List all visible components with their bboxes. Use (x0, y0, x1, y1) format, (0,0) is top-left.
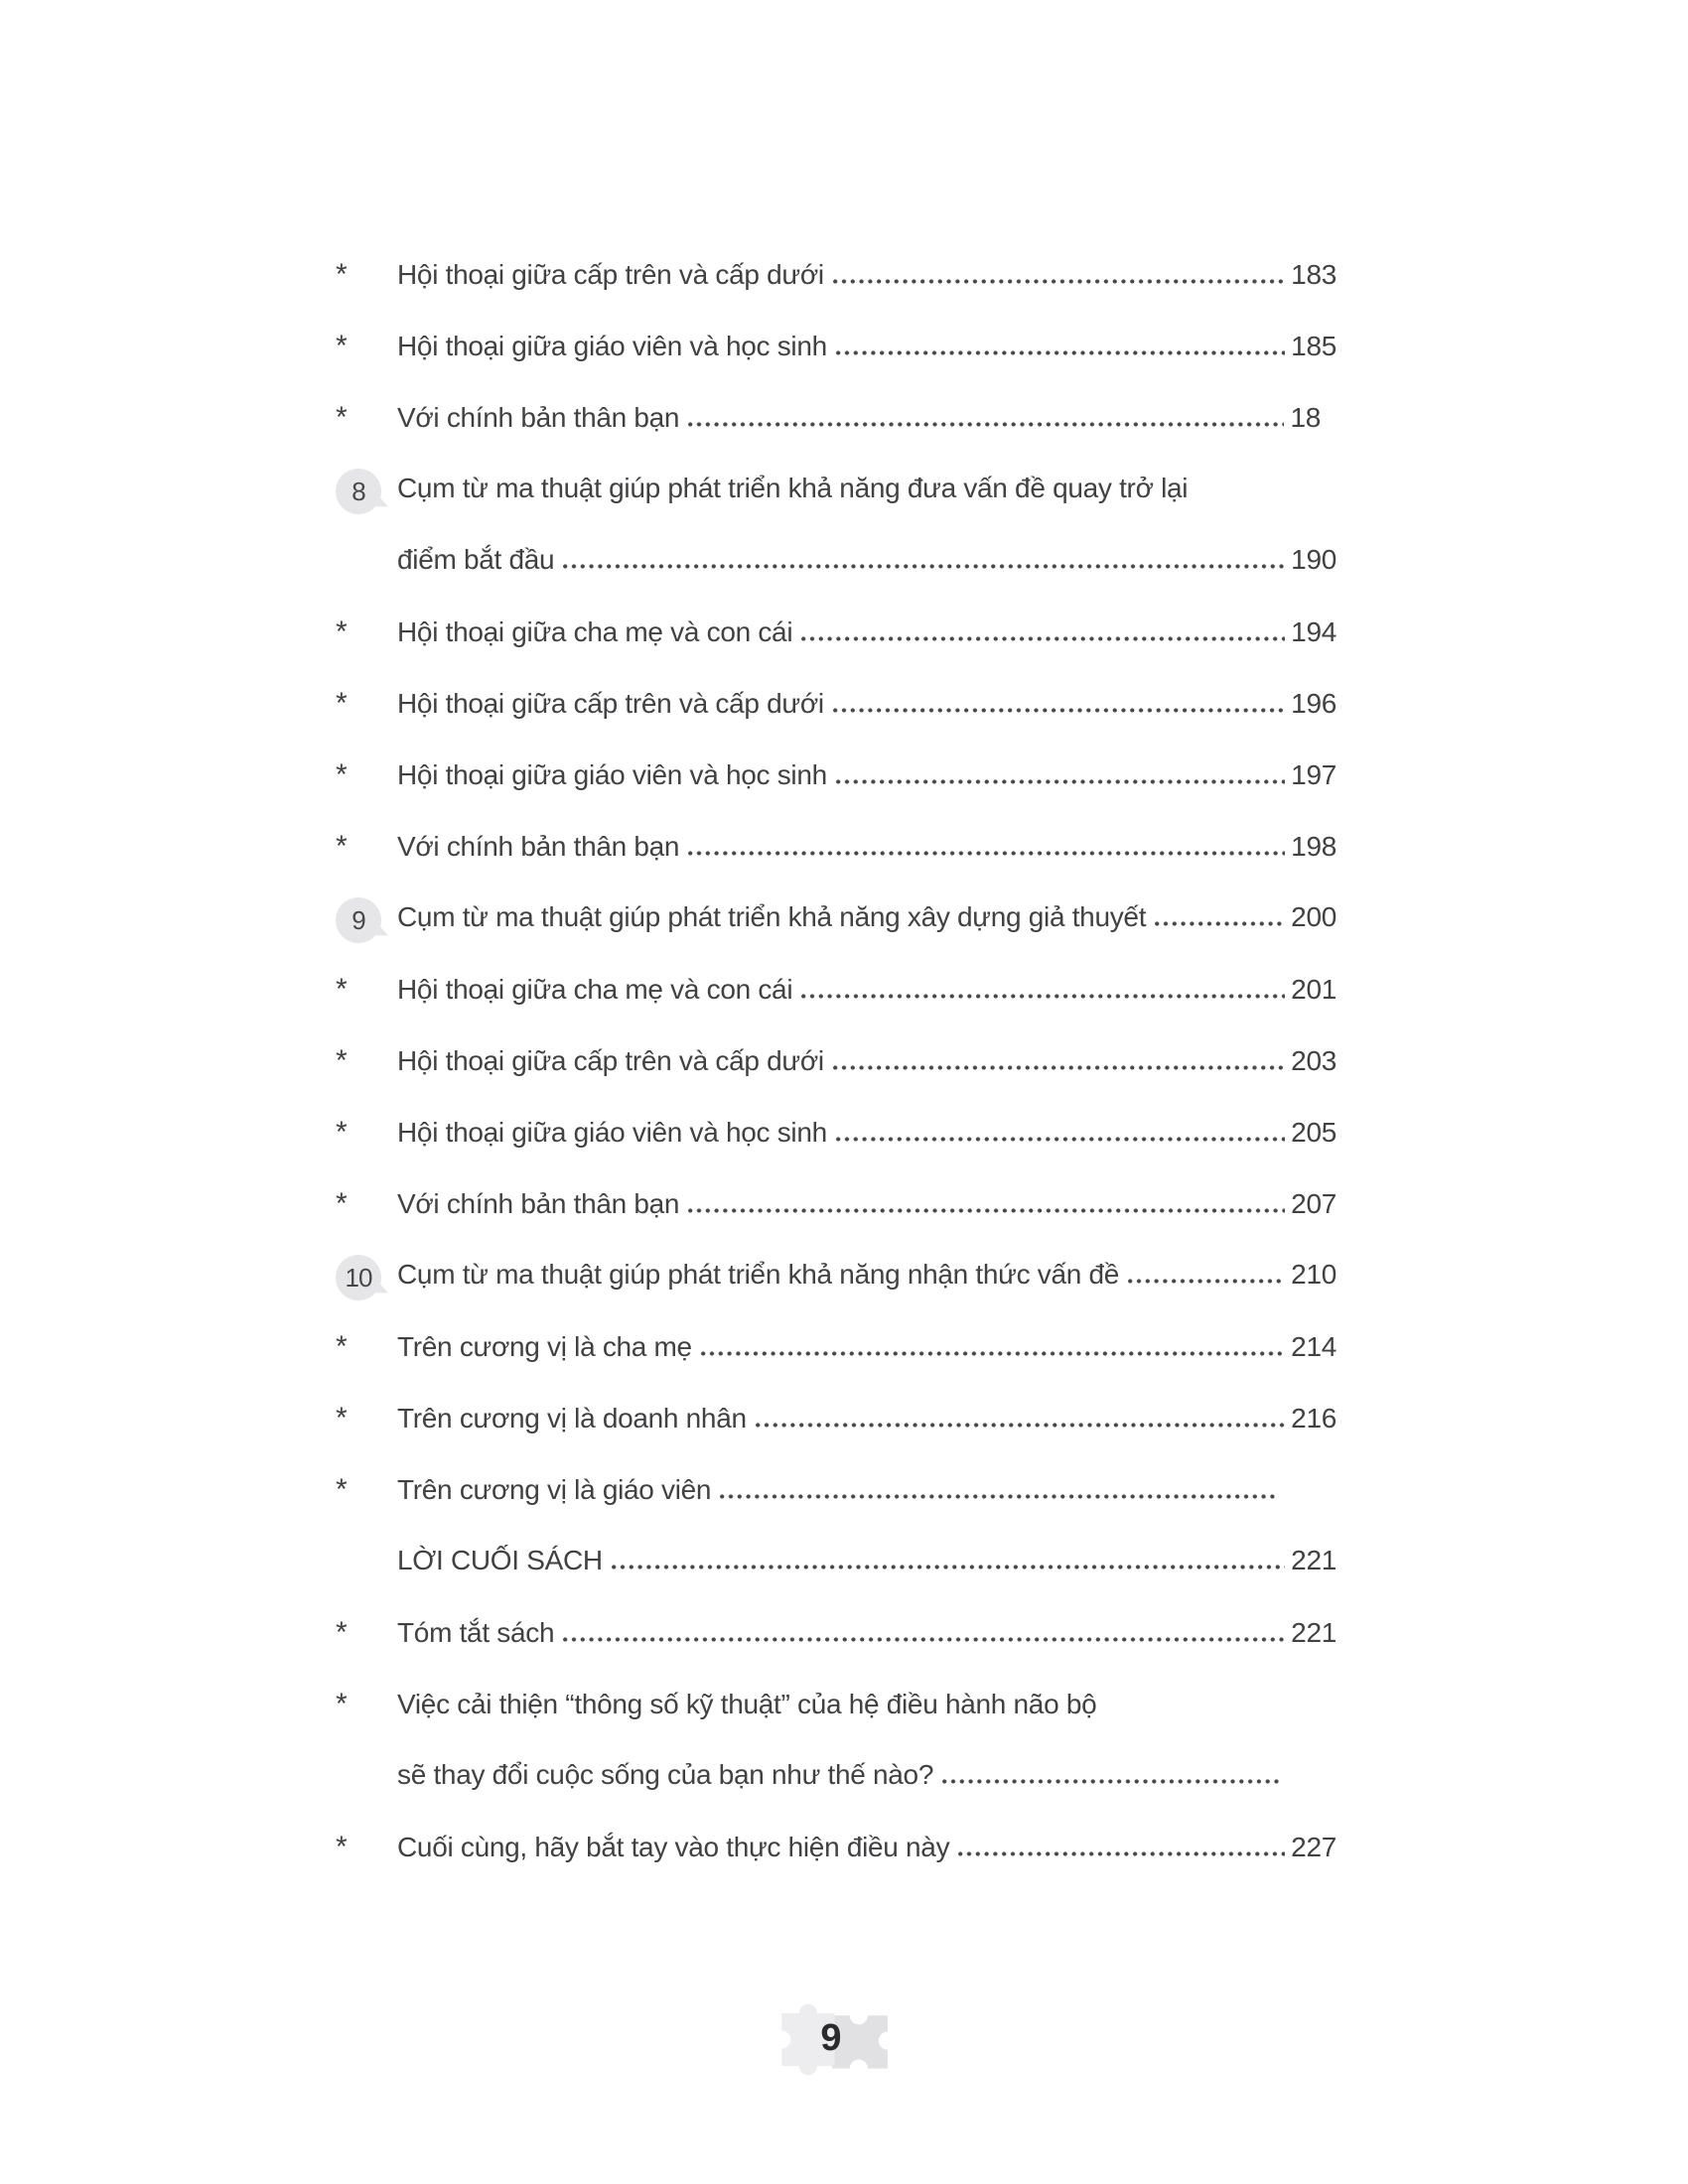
chapter-number-badge (336, 1255, 381, 1300)
toc-entry-page: 221 (1291, 1617, 1336, 1648)
bullet-asterisk: * (336, 1187, 348, 1220)
toc-entry-title: Trên cương vị là doanh nhân (397, 1403, 747, 1433)
toc-entry-page: 198 (1291, 831, 1336, 862)
toc-entry-page: 221 (1291, 1545, 1336, 1575)
toc-chapter-title: Cụm từ ma thuật giúp phát triển khả năng đưa vấn đề quay trở lại (397, 473, 1189, 503)
toc-entry-title: Tóm tắt sách (397, 1617, 555, 1648)
toc-entry-title: Với chính bản thân bạn (397, 831, 680, 862)
toc-chapter-entry (336, 882, 1336, 933)
toc-entry-title: Với chính bản thân bạn (397, 402, 680, 433)
leader-dots (1155, 921, 1285, 926)
leader-dots (942, 1779, 1279, 1784)
bullet-asterisk: * (336, 401, 348, 434)
leader-dots (801, 994, 1285, 999)
toc-chapter-title: Cụm từ ma thuật giúp phát triển khả năng nhận thức vấn đề (397, 1259, 1120, 1290)
leader-dots (701, 1351, 1285, 1356)
leader-dots (688, 1208, 1285, 1213)
page-footer (0, 1991, 1688, 2088)
toc-entry-title: Trên cương vị là giáo viên (397, 1474, 712, 1505)
toc-entry-title: Việc cải thiện “thông số kỹ thuật” của hệ điều hành não bộ (397, 1689, 1097, 1719)
leader-dots (563, 1637, 1285, 1642)
toc-entry-title: Cuối cùng, hãy bắt tay vào thực hiện điều này (397, 1832, 950, 1862)
chapter-number-badge (336, 897, 381, 943)
toc-section-entry (336, 1525, 1336, 1576)
toc-entry (336, 1811, 1336, 1862)
leader-dots (756, 1423, 1285, 1428)
toc-entry-title: Hội thoại giữa cha mẹ và con cái (397, 974, 793, 1005)
bullet-asterisk: * (336, 330, 348, 362)
toc-entry-page: 227 (1291, 1832, 1336, 1862)
bullet-asterisk: * (336, 258, 348, 291)
toc-entry-page: 196 (1291, 688, 1336, 719)
toc-entry-title-line2: sẽ thay đổi cuộc sống của bạn như thế nào? (397, 1759, 934, 1790)
toc-entry-page: 201 (1291, 974, 1336, 1005)
toc-entry-title: Với chính bản thân bạn (397, 1188, 680, 1219)
toc-chapter-entry (336, 453, 1336, 504)
page-number: 9 (820, 2017, 842, 2059)
toc-entry-title: Hội thoại giữa giáo viên và học sinh (397, 759, 827, 790)
toc-entry-page: 185 (1291, 331, 1336, 361)
bullet-asterisk: * (336, 830, 348, 863)
toc-entry-page: 194 (1291, 616, 1336, 647)
bullet-asterisk: * (336, 1116, 348, 1149)
toc-entry (336, 1668, 1336, 1719)
toc-entry (336, 1167, 1336, 1219)
bullet-asterisk: * (336, 1330, 348, 1363)
bullet-asterisk: * (336, 615, 348, 648)
leader-dots (836, 350, 1285, 355)
toc-entry (336, 810, 1336, 862)
bullet-asterisk: * (336, 1616, 348, 1649)
bullet-asterisk: * (336, 1044, 348, 1077)
toc-entry-title: Hội thoại giữa giáo viên và học sinh (397, 1117, 827, 1148)
toc-entry-page: 210 (1291, 1259, 1336, 1290)
leader-dots (612, 1565, 1285, 1570)
toc-entry (336, 1024, 1336, 1076)
leader-dots (836, 779, 1285, 784)
toc-entry-page: 200 (1291, 901, 1336, 932)
toc-entry (336, 310, 1336, 361)
toc-entry-page: 216 (1291, 1403, 1336, 1433)
toc-entry-page: 214 (1291, 1331, 1336, 1362)
puzzle-ornament (765, 1991, 910, 2088)
bullet-asterisk: * (336, 687, 348, 720)
toc-entry (336, 1596, 1336, 1648)
toc-entry-title: Hội thoại giữa cấp trên và cấp dưới (397, 1045, 824, 1076)
leader-dots (688, 851, 1285, 856)
toc-entry-title: Hội thoại giữa giáo viên và học sinh (397, 331, 827, 361)
leader-dots (720, 1494, 1279, 1499)
toc-chapter-title-line2: điểm bắt đầu (397, 544, 555, 575)
toc-section-title: LỜI CUỐI SÁCH (397, 1545, 603, 1575)
bullet-asterisk: * (336, 758, 348, 791)
toc-chapter-entry-continuation (336, 524, 1336, 576)
toc-entry-page: 183 (1291, 259, 1336, 290)
toc-entry-continuation (336, 1739, 1336, 1791)
bullet-asterisk: * (336, 1402, 348, 1434)
leader-dots (688, 422, 1284, 427)
toc-entry-page: 18 (1290, 402, 1321, 433)
leader-dots (958, 1851, 1285, 1856)
table-of-contents (336, 238, 1336, 1882)
leader-dots (833, 708, 1285, 713)
chapter-number: 10 (345, 1262, 372, 1293)
bullet-asterisk: * (336, 1688, 348, 1720)
toc-entry (336, 1310, 1336, 1362)
toc-entry (336, 739, 1336, 790)
leader-dots (801, 636, 1285, 641)
bullet-asterisk: * (336, 973, 348, 1006)
leader-dots (833, 279, 1285, 284)
toc-entry (336, 1382, 1336, 1433)
toc-entry-page: 207 (1291, 1188, 1336, 1219)
toc-entry (336, 667, 1336, 719)
toc-entry (336, 1096, 1336, 1148)
toc-entry (336, 381, 1336, 433)
toc-entry (336, 953, 1336, 1005)
toc-entry-page: 205 (1291, 1117, 1336, 1148)
chapter-number: 9 (352, 904, 365, 935)
bullet-asterisk: * (336, 1831, 348, 1863)
leader-dots (563, 564, 1285, 569)
chapter-number: 8 (352, 476, 365, 506)
toc-entry-page: 203 (1291, 1045, 1336, 1076)
toc-chapter-title: Cụm từ ma thuật giúp phát triển khả năng xây dựng giả thuyết (397, 901, 1147, 932)
leader-dots (1128, 1279, 1285, 1284)
toc-entry-title: Hội thoại giữa cấp trên và cấp dưới (397, 259, 824, 290)
leader-dots (833, 1065, 1285, 1070)
toc-entry-page: 190 (1291, 544, 1336, 575)
toc-entry (336, 238, 1336, 290)
toc-entry (336, 1453, 1336, 1505)
toc-entry-title: Hội thoại giữa cấp trên và cấp dưới (397, 688, 824, 719)
leader-dots (836, 1137, 1285, 1142)
toc-entry-title: Trên cương vị là cha mẹ (397, 1331, 692, 1362)
chapter-number-badge (336, 469, 381, 514)
toc-chapter-entry (336, 1239, 1336, 1291)
toc-entry-title: Hội thoại giữa cha mẹ và con cái (397, 616, 793, 647)
toc-entry-page: 197 (1291, 759, 1336, 790)
bullet-asterisk: * (336, 1473, 348, 1506)
toc-entry (336, 596, 1336, 647)
